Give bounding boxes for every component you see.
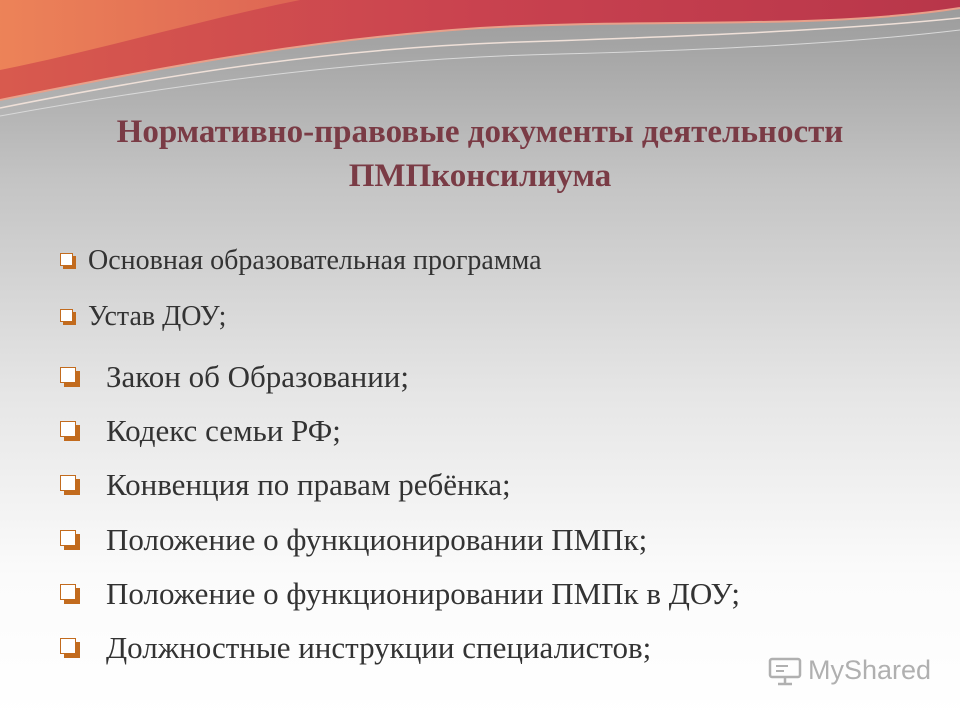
checkbox-square-icon	[60, 475, 80, 495]
checkbox-square-icon	[60, 367, 80, 387]
list-item-label: Основная образовательная программа	[88, 245, 542, 276]
presentation-board-icon	[768, 656, 802, 686]
checkbox-square-icon	[60, 584, 80, 604]
list-item	[60, 576, 740, 612]
list-item	[60, 630, 651, 666]
slide-title	[40, 110, 920, 198]
list-item	[60, 522, 647, 558]
list-item	[60, 301, 226, 333]
checkbox-square-icon	[60, 253, 76, 269]
checkbox-square-icon	[60, 421, 80, 441]
title-line-2: ПМПконсилиума	[348, 158, 612, 194]
checkbox-square-icon	[60, 530, 80, 550]
list-item	[60, 413, 341, 449]
title-line-1: Нормативно-правовые документы деятельности	[116, 114, 844, 150]
list-item	[60, 245, 542, 277]
watermark	[768, 655, 931, 686]
list-item-label: Кодекс семьи РФ;	[106, 413, 341, 448]
list-item-label: Конвенция по правам ребёнка;	[106, 467, 511, 502]
list-item-label: Закон об Образовании;	[106, 359, 409, 394]
list-item	[60, 359, 409, 395]
list-item-label: Устав ДОУ;	[88, 301, 227, 332]
list-item	[60, 467, 511, 503]
checkbox-square-icon	[60, 309, 76, 325]
list-item-label: Должностные инструкции специалистов;	[106, 630, 652, 665]
watermark-text: MyShared	[808, 655, 932, 685]
list-item-label: Положение о функционировании ПМПк в ДОУ;	[106, 576, 740, 611]
checkbox-square-icon	[60, 638, 80, 658]
list-item-label: Положение о функционировании ПМПк;	[106, 522, 648, 557]
